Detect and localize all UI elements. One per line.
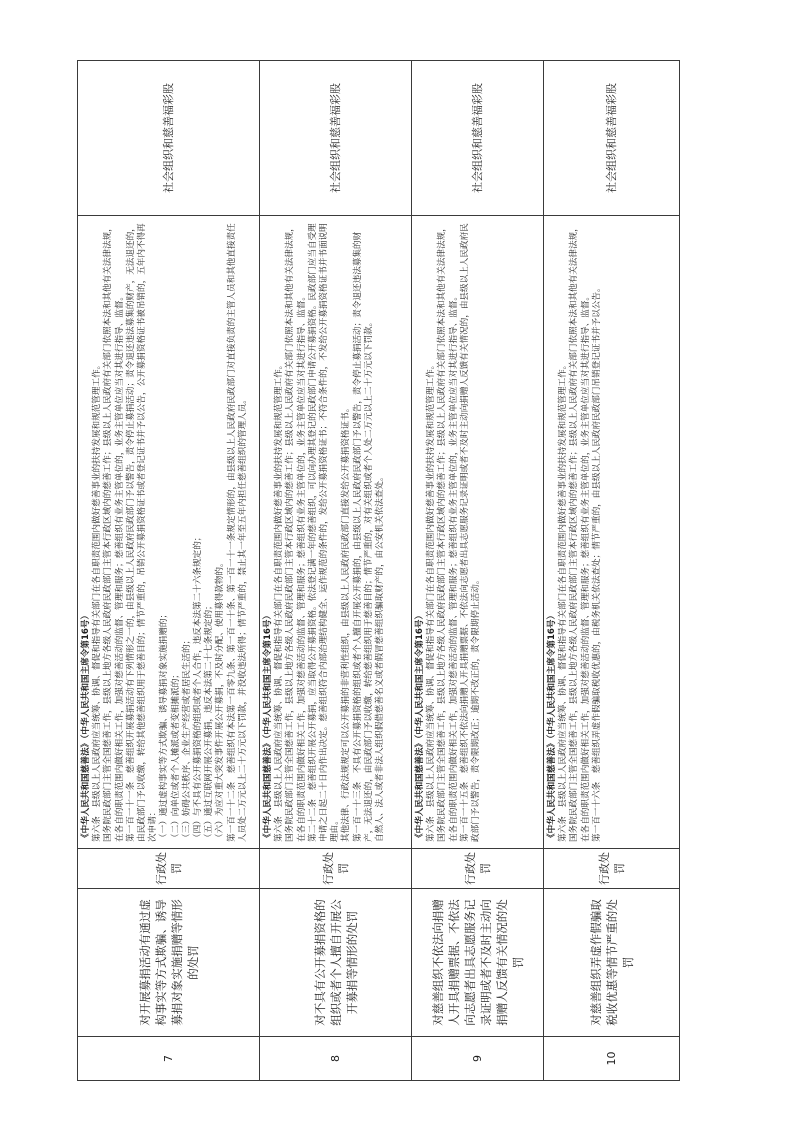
legal-basis <box>412 216 544 849</box>
legal-paragraph: 第一百一十一条 慈善组织开展募捐活动有下列情形之一的，由县级以上人民政府民政部门予以警告，责令停止募捐活动；责令退还违法募集的财产，无法退还的，由民政部门予以收缴，转给其他慈善组织用于慈善目的；情节严重的，吊销公开募捐资格证书或者登记证书并予以公告，公开募捐资格证书被吊销的，五年内不得再次申请： <box>125 223 159 842</box>
legal-paragraph: 第六条 县级以上人民政府应当统筹、协调、督促和指导有关部门在各自职责范围内做好慈善事业的扶持发展和规范管理工作。 <box>558 360 569 842</box>
legal-paragraph: （六）为应对重大突发事件开展公开募捐，不及时分配、使用募得款物的。 <box>215 558 226 842</box>
item-title: 对慈善组织不依法向捐赠人开具捐赠票据、不依法向志愿者出具志愿服务记录证明或者不及时主动向捐赠人反馈有关情况的处罚 <box>412 889 544 1037</box>
legal-paragraph: 第一百一十三条 不具有公开募捐资格的组织或者个人擅自开展公开募捐的，由县级以上人民政府民政部门予以警告，责令停止募捐活动；责令退还违法募集的财产，无法退还的，由民政部门予以收缴，转给慈善组织用于慈善目的；情节严重的，对有关组织或者个人处二万元以上二十万元以下罚款。 <box>352 231 374 842</box>
legal-basis <box>260 216 412 849</box>
legal-paragraph: 第一百一十五条 慈善组织不依法向捐赠人开具捐赠票据、不依法向志愿者出具志愿服务记录证明或者不及时主动向捐赠人反馈有关情况的，由县级以上人民政府民政部门予以警告，责令限期改正；逾期不改正的，责令限期停止活动。 <box>459 223 482 842</box>
law-title: 《中华人民共和国慈善法》（中华人民共和国主席令第16号） <box>263 610 273 842</box>
responsible-department: 社会组织和慈善福彩股 <box>260 61 412 216</box>
item-type: 行政处罚 <box>78 849 260 889</box>
enforcement-table <box>77 60 680 1081</box>
item-number: 8 <box>260 1037 412 1081</box>
legal-paragraph: 第一百一十六条 慈善组织弄虚作假骗取税收优惠的，由税务机关依法查处；情节严重的，由县级以上人民政府民政部门吊销登记证书并予以公告。 <box>591 283 602 842</box>
item-type: 行政处罚 <box>412 849 544 889</box>
item-type: 行政处罚 <box>260 849 412 889</box>
legal-paragraph: （三）妨碍公共秩序、企业生产经营或者居民生活的； <box>181 635 192 842</box>
legal-paragraph: （一）通过虚构事实等方式欺骗、诱导募捐对象实施捐赠的； <box>159 609 170 842</box>
item-number: 9 <box>412 1037 544 1081</box>
table-body <box>78 61 680 1081</box>
item-number: 10 <box>544 1037 680 1081</box>
legal-paragraph: （五）通过互联网开展公开募捐，违反本法第二十七条规定的； <box>204 601 215 842</box>
law-title: 《中华人民共和国慈善法》（中华人民共和国主席令第16号） <box>415 610 425 842</box>
item-number: 7 <box>78 1037 260 1081</box>
legal-basis <box>78 216 260 849</box>
responsible-department: 社会组织和慈善福彩股 <box>544 61 680 216</box>
legal-paragraph: 第六条 县级以上人民政府应当统筹、协调、督促和指导有关部门在各自职责范围内做好慈善事业的扶持发展和规范管理工作。 <box>426 360 437 842</box>
table-row <box>412 61 544 1081</box>
legal-paragraph: 国务院民政部门主管全国慈善工作，县级以上地方各级人民政府民政部门主管本行政区域内的慈善工作；县级以上人民政府有关部门依照本法和其他有关法律法规，在各自的职责范围内做好相关工作，加强对慈善活动的监督、管理和服务；慈善组织有业务主管单位的，业务主管单位应当对其进行指导、监督。 <box>285 223 307 842</box>
responsible-department: 社会组织和慈善福彩股 <box>412 61 544 216</box>
legal-paragraph: 自然人、法人或者非法人组织假借慈善名义或者假冒慈善组织骗取财产的，由公安机关依法查处。 <box>375 472 386 842</box>
legal-paragraph: （二）向单位或者个人摊派或者变相摊派的； <box>170 670 181 842</box>
legal-basis <box>544 216 680 849</box>
table-row <box>78 61 260 1081</box>
legal-paragraph: 国务院民政部门主管全国慈善工作，县级以上地方各级人民政府民政部门主管本行政区域内的慈善工作；县级以上人民政府有关部门依照本法和其他有关法律法规，在各自的职责范围内做好相关工作，加强对慈善活动的监督、管理和服务；慈善组织有业务主管单位的，业务主管单位应当对其进行指导、监督。 <box>103 223 125 842</box>
item-title: 对开展募捐活动有通过虚构事实等方式欺骗、诱导募捐对象实施捐赠等情形的处罚 <box>78 889 260 1037</box>
table-row <box>260 61 412 1081</box>
legal-paragraph: 国务院民政部门主管全国慈善工作，县级以上地方各级人民政府民政部门主管本行政区域内的慈善工作；县级以上人民政府有关部门依照本法和其他有关法律法规，在各自的职责范围内做好相关工作，加强对慈善活动的监督、管理和服务；慈善组织有业务主管单位的，业务主管单位应当对其进行指导、监督。 <box>569 223 591 842</box>
legal-paragraph: 第二十二条 慈善组织开展公开募捐，应当取得公开募捐资格。依法登记满一年的慈善组织，可以向办理其登记的民政部门申请公开募捐资格。民政部门应当自受理申请之日起二十日内作出决定。慈善组织符合内部治理结构健全、运作规范的条件的，发给公开募捐资格证书；不符合条件的，不发给公开募捐资格证书并书面说明理由。 <box>307 223 341 842</box>
item-title: 对不具有公开募捐资格的组织或者个人擅自开展公开募捐等情形的处罚 <box>260 889 412 1037</box>
legal-paragraph: 第一百一十二条 慈善组织有本法第一百零九条、第一百一十条、第一百一十一条规定情形的，由县级以上人民政府民政部门对直接负责的主管人员和其他直接责任人员处二万元以上二十万元以下罚款，并没收违法所得；情节严重的，禁止其一年至五年内担任慈善组织的管理人员。 <box>226 223 248 842</box>
legal-paragraph: 其他法律、行政法规规定可以公开募捐的非营利性组织，由县级以上人民政府民政部门直接发给公开募捐资格证书。 <box>341 403 352 842</box>
legal-paragraph: 第六条 县级以上人民政府应当统筹、协调、督促和指导有关部门在各自职责范围内做好慈善事业的扶持发展和规范管理工作。 <box>274 360 285 842</box>
legal-paragraph: 第六条 县级以上人民政府应当统筹、协调、督促和指导有关部门在各自职责范围内做好慈善事业的扶持发展和规范管理工作。 <box>92 360 103 842</box>
item-title: 对慈善组织弄虚作假骗取税收优惠等情节严重的处罚 <box>544 889 680 1037</box>
item-type: 行政处罚 <box>544 849 680 889</box>
law-title: 《中华人民共和国慈善法》（中华人民共和国主席令第16号） <box>547 610 557 842</box>
responsible-department: 社会组织和慈善福彩股 <box>78 61 260 216</box>
table-row <box>544 61 680 1081</box>
law-title: 《中华人民共和国慈善法》（中华人民共和国主席令第16号） <box>81 610 91 842</box>
legal-paragraph: 国务院民政部门主管全国慈善工作，县级以上地方各级人民政府民政部门主管本行政区域内的慈善工作；县级以上人民政府有关部门依照本法和其他有关法律法规，在各自的职责范围内做好相关工作，加强对慈善活动的监督、管理和服务；慈善组织有业务主管单位的，业务主管单位应当对其进行指导、监督。 <box>437 223 459 842</box>
legal-paragraph: （四）与不具有公开募捐资格的组织或者个人合作，违反本法第二十六条规定的； <box>193 532 204 842</box>
